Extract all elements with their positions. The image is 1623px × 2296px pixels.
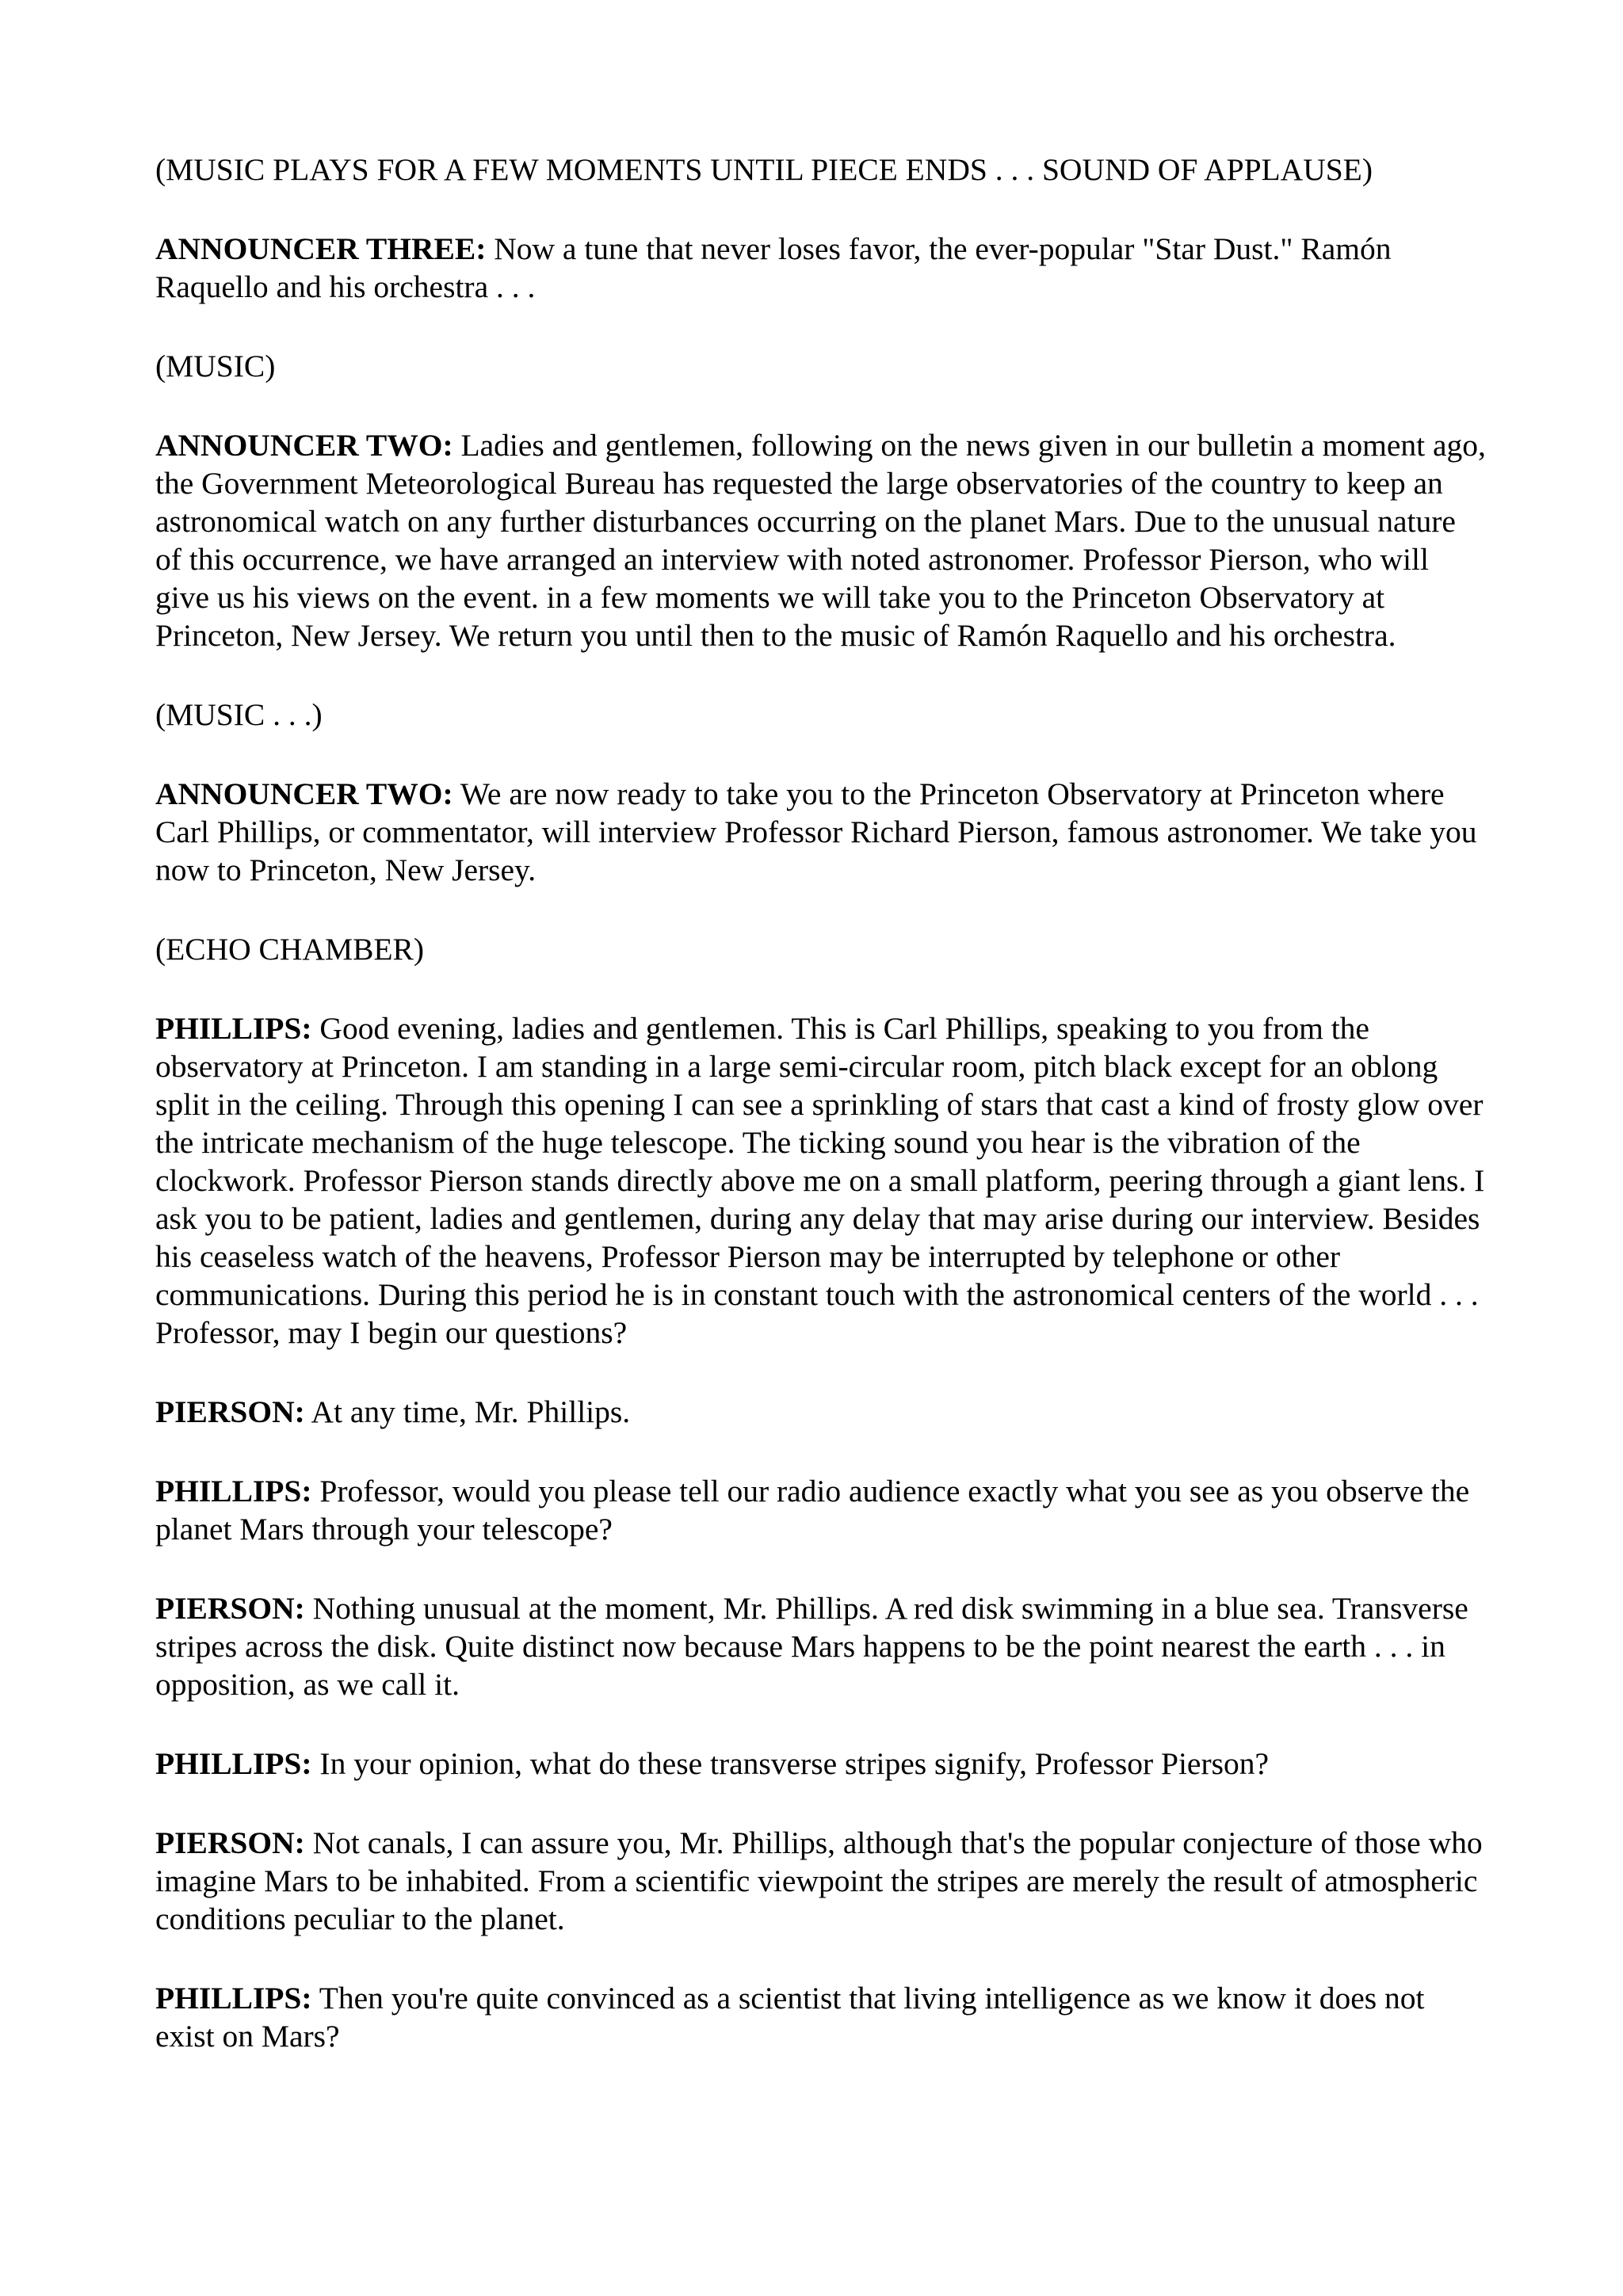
- dialogue-block: [155, 775, 1487, 889]
- speaker-name: PHILLIPS:: [155, 1474, 312, 1508]
- script-page: [155, 151, 1487, 2096]
- dialogue-text: Not canals, I can assure you, Mr. Phillips, although that's the popular conjecture of those who imagine Mars to be inhabited. From a scientific viewpoint the stripes are merely the result of atmospheric conditions peculiar to the planet.: [155, 1825, 1483, 1936]
- dialogue-text: Professor, would you please tell our radio audience exactly what you see as you observe the planet Mars through your telescope?: [155, 1474, 1470, 1547]
- dialogue-block: [155, 1589, 1487, 1703]
- stage-direction: [155, 930, 1487, 968]
- speaker-name: ANNOUNCER THREE:: [155, 231, 487, 266]
- dialogue-block: [155, 1472, 1487, 1548]
- dialogue-text: Now a tune that never loses favor, the ever-popular "Star Dust." Ramón Raquello and his orchestra . . .: [155, 231, 1392, 304]
- dialogue-text: In your opinion, what do these transverse stripes signify, Professor Pierson?: [319, 1746, 1270, 1781]
- speaker-name: ANNOUNCER TWO:: [155, 776, 453, 811]
- dialogue-text: Nothing unusual at the moment, Mr. Phillips. A red disk swimming in a blue sea. Transverse stripes across the disk. Quite distinct now because Mars happens to be the point nearest the earth . . . in opposition, as we call it.: [155, 1591, 1468, 1702]
- dialogue-block: [155, 1745, 1487, 1783]
- speaker-name: ANNOUNCER TWO:: [155, 428, 453, 463]
- direction-text: (ECHO CHAMBER): [155, 932, 425, 967]
- speaker-name: PIERSON:: [155, 1825, 305, 1860]
- dialogue-block: [155, 1009, 1487, 1352]
- dialogue-text: Good evening, ladies and gentlemen. This is Carl Phillips, speaking to you from the observatory at Princeton. I am standing in a large semi-circular room, pitch black except for an oblong split in the ceiling. Through this opening I can see a sprinkling of stars that cast a kind of frosty glow over the intricate mechanism of the huge telescope. The ticking sound you hear is the vibration of the clockwork. Professor Pierson stands directly above me on a small platform, peering through a giant lens. I ask you to be patient, ladies and gentlemen, during any delay that may arise during our interview. Besides his ceaseless watch of the heavens, Professor Pierson may be interrupted by telephone or other communications. During this period he is in constant touch with the astronomical centers of the world . . . Professor, may I begin our questions?: [155, 1011, 1485, 1350]
- speaker-name: PHILLIPS:: [155, 1011, 312, 1046]
- dialogue-block: [155, 1824, 1487, 1938]
- speaker-name: PHILLIPS:: [155, 1746, 312, 1781]
- dialogue-text: Then you're quite convinced as a scientist that living intelligence as we know it does not exist on Mars?: [155, 1981, 1425, 2054]
- dialogue-block: [155, 426, 1487, 654]
- direction-text: (MUSIC): [155, 349, 276, 383]
- dialogue-block: [155, 1979, 1487, 2055]
- speaker-name: PIERSON:: [155, 1394, 305, 1429]
- dialogue-text: We are now ready to take you to the Princeton Observatory at Princeton where Carl Phillips, or commentator, will interview Professor Richard Pierson, famous astronomer. We take you now to Princeton, New Jersey.: [155, 776, 1477, 887]
- dialogue-block: [155, 1393, 1487, 1431]
- stage-direction: [155, 696, 1487, 734]
- dialogue-text: Ladies and gentlemen, following on the news given in our bulletin a moment ago, the Government Meteorological Bureau has requested the large observatories of the country to keep an astronomical watch on any further disturbances occurring on the planet Mars. Due to the unusual nature of this occurrence, we have arranged an interview with noted astronomer. Professor Pierson, who will give us his views on the event. in a few moments we will take you to the Princeton Observatory at Princeton, New Jersey. We return you until then to the music of Ramón Raquello and his orchestra.: [155, 428, 1486, 653]
- direction-text: (MUSIC PLAYS FOR A FEW MOMENTS UNTIL PIECE ENDS . . . SOUND OF APPLAUSE): [155, 152, 1373, 187]
- speaker-name: PHILLIPS:: [155, 1981, 312, 2016]
- direction-text: (MUSIC . . .): [155, 697, 323, 732]
- stage-direction: [155, 151, 1487, 189]
- speaker-name: PIERSON:: [155, 1591, 305, 1626]
- dialogue-text: At any time, Mr. Phillips.: [311, 1394, 631, 1429]
- dialogue-block: [155, 230, 1487, 306]
- stage-direction: [155, 347, 1487, 385]
